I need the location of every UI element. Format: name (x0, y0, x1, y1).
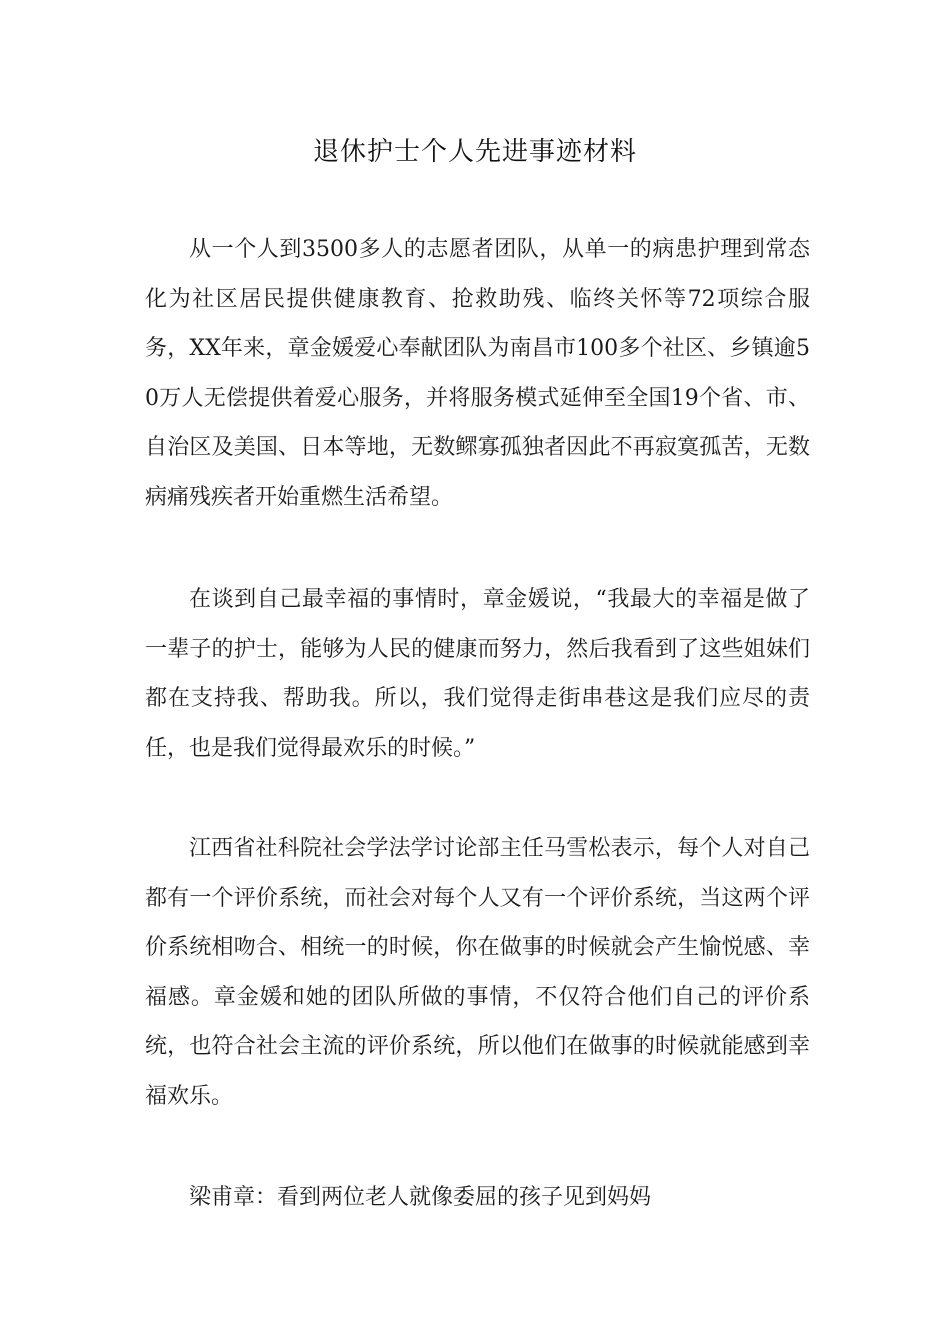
paragraph-2: 在谈到自己最幸福的事情时，章金媛说，“我最大的幸福是做了一辈子的护士，能够为人民的健康而努力，然后我看到了这些姐妹们都在支持我、帮助我。所以，我们觉得走街串巷这是我们应尽的责任，也是我们觉得最欢乐的时候。” (145, 587, 810, 761)
paragraph-4: 梁甫章：看到两位老人就像委屈的孩子见到妈妈 (189, 1185, 652, 1210)
paragraph-1: 从一个人到3500多人的志愿者团队，从单一的病患护理到常态化为社区居民提供健康教育、抢救助残、临终关怀等72项综合服务，XX年来，章金媛爱心奉献团队为南昌市100多个社区、乡镇逾50万人无偿提供着爱心服务，并将服务模式延伸至全国19个省、市、自治区及美国、日本等地，无数鳏寡孤独者因此不再寂寞孤苦，无数病痛残疾者开始重燃生活希望。 (145, 237, 810, 510)
paragraph-3: 江西省社科院社会学法学讨论部主任马雪松表示，每个人对自己都有一个评价系统，而社会对每个人又有一个评价系统，当这两个评价系统相吻合、相统一的时候，你在做事的时候就会产生愉悦感、幸福感。章金媛和她的团队所做的事情，不仅符合他们自己的评价系统，也符合社会主流的评价系统，所以他们在做事的时候就能感到幸福欢乐。 (145, 836, 810, 1109)
document-title: 退休护士个人先进事迹材料 (312, 137, 637, 167)
